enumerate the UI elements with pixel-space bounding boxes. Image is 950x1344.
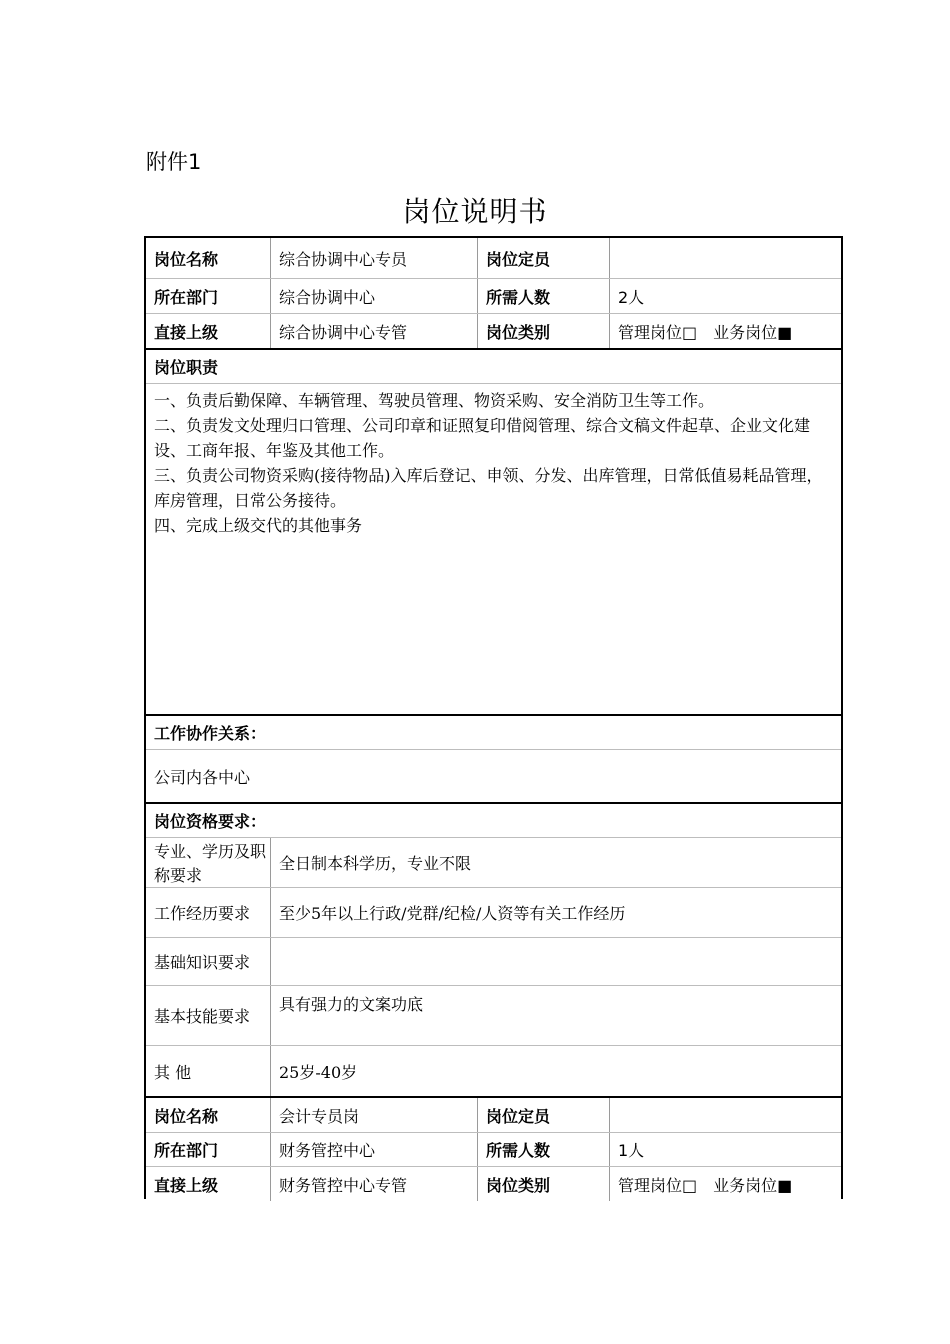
job1-row-name [146, 238, 841, 279]
qualification-row [146, 986, 841, 1046]
job2-superior-label: 直接上级 [154, 1175, 219, 1195]
qualification-item-value [270, 938, 841, 985]
duties-content [146, 384, 841, 716]
qualification-item-label: 基本技能要求 [154, 1007, 251, 1026]
job2-row-superior [146, 1167, 841, 1201]
job1-name-value: 综合协调中心专员 [270, 238, 477, 278]
job1-superior-label: 直接上级 [154, 322, 219, 342]
job2-needed-label: 所需人数 [477, 1133, 609, 1166]
job2-row-name [146, 1098, 841, 1133]
job1-category-label: 岗位类别 [477, 314, 609, 348]
job2-superior-value: 财务管控中心专管 [270, 1167, 477, 1201]
job2-needed-value: 1人 [609, 1133, 841, 1166]
qualification-item-value: 25岁-40岁 [270, 1046, 841, 1096]
qualification-item-label: 基础知识要求 [154, 953, 251, 972]
duties-label: 岗位职责 [154, 358, 219, 377]
job2-name-value: 会计专员岗 [270, 1098, 477, 1132]
job2-fixed-value [609, 1098, 841, 1132]
job1-dept-label: 所在部门 [154, 287, 219, 307]
job-description-form [144, 236, 843, 1199]
job1-dept-value: 综合协调中心 [270, 279, 477, 313]
job2-dept-value: 财务管控中心 [270, 1133, 477, 1166]
duty-item: 四、完成上级交代的其他事务 [154, 516, 363, 535]
duty-item: 三、负责公司物资采购(接待物品)入库后登记、申领、分发、出库管理，日常低值易耗品管理，库房管理，日常公务接待。 [154, 466, 823, 510]
document-title: 岗位说明书 [402, 195, 548, 228]
cooperation-content-row [146, 750, 841, 804]
duty-item: 一、负责后勤保障、车辆管理、驾驶员管理、物资采购、安全消防卫生等工作。 [154, 391, 715, 410]
job2-dept-label: 所在部门 [154, 1141, 219, 1160]
qualification-item-value: 至少5年以上行政/党群/纪检/人资等有关工作经历 [270, 888, 841, 937]
job1-fixed-value [609, 238, 841, 278]
cooperation-label: 工作协作关系： [154, 724, 267, 743]
qualification-item-label: 工作经历要求 [154, 904, 251, 923]
qualification-row [146, 1046, 841, 1098]
duty-item: 二、负责发文处理归口管理、公司印章和证照复印借阅管理、综合文稿文件起草、企业文化建设、工商年报、年鉴及其他工作。 [154, 416, 811, 460]
qualification-item-value: 全日制本科学历，专业不限 [270, 838, 841, 887]
job1-row-superior [146, 314, 841, 350]
job1-fixed-label: 岗位定员 [477, 238, 609, 278]
job1-superior-value: 综合协调中心专管 [270, 314, 477, 348]
job2-category-value: 管理岗位□ 业务岗位■ [609, 1167, 841, 1201]
job1-name-label: 岗位名称 [154, 249, 219, 269]
job1-needed-value: 2人 [609, 279, 841, 313]
cooperation-header-row [146, 716, 841, 750]
duties-header-row [146, 350, 841, 384]
job1-category-value: 管理岗位□ 业务岗位■ [609, 314, 841, 348]
qualification-item-label: 其 他 [154, 1062, 192, 1082]
job2-row-dept [146, 1133, 841, 1167]
job2-category-label: 岗位类别 [477, 1167, 609, 1201]
job1-row-dept [146, 279, 841, 314]
qualification-row [146, 938, 841, 986]
job1-needed-label: 所需人数 [477, 279, 609, 313]
job2-name-label: 岗位名称 [154, 1106, 219, 1126]
qualification-header-row [146, 804, 841, 838]
job2-fixed-label: 岗位定员 [477, 1098, 609, 1132]
cooperation-value: 公司内各中心 [154, 767, 251, 787]
attachment-label: 附件1 [146, 150, 202, 174]
qualification-row [146, 888, 841, 938]
qualification-label: 岗位资格要求： [154, 812, 267, 831]
qualification-item-value: 具有强力的文案功底 [270, 986, 841, 1045]
qualification-row [146, 838, 841, 888]
qualification-item-label: 专业、学历及职称要求 [154, 841, 267, 885]
